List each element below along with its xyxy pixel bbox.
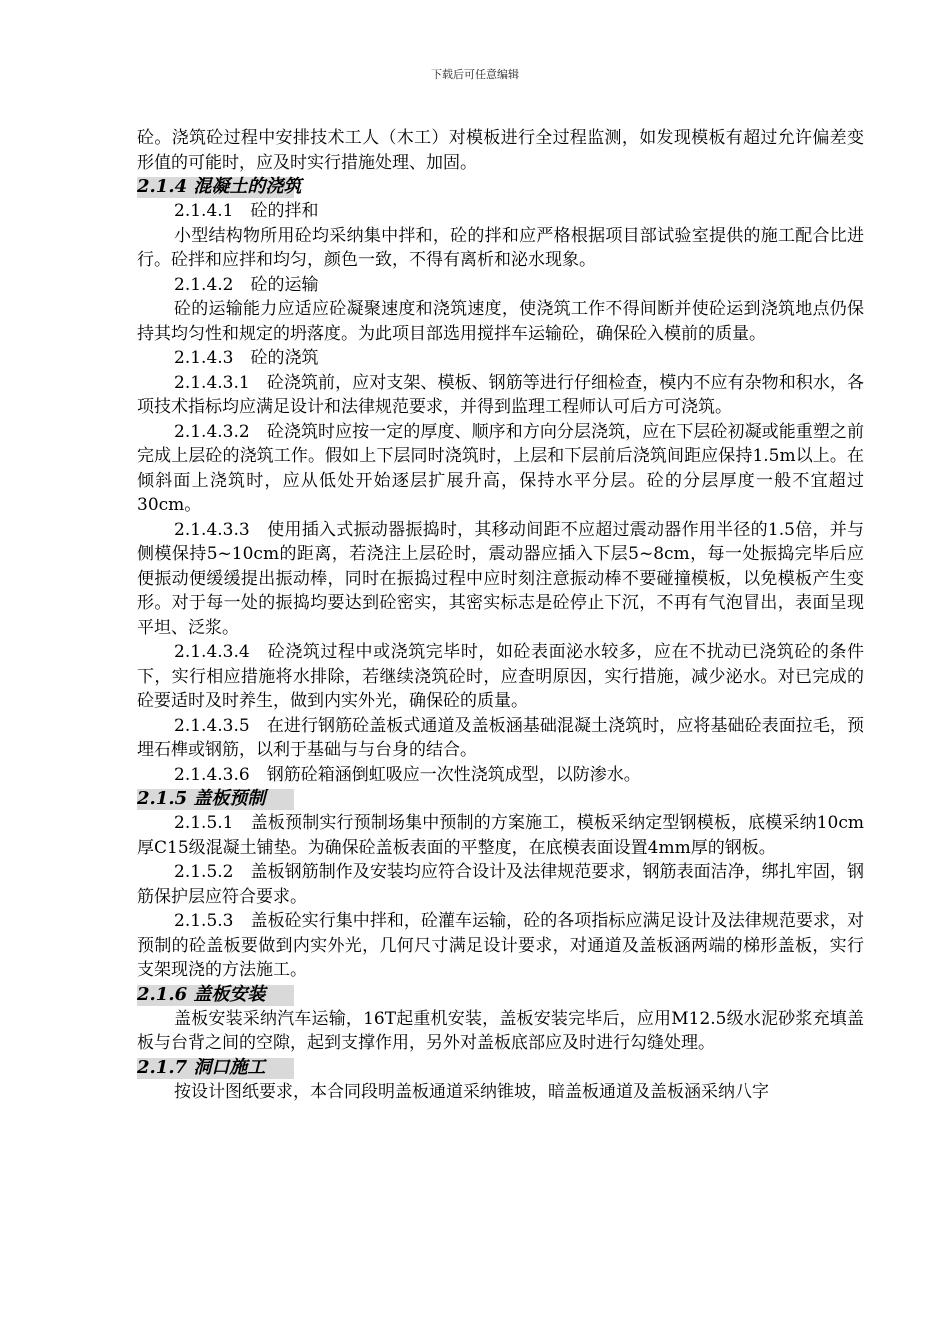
paragraph: 2.1.4.3.2 砼浇筑时应按一定的厚度、顺序和方向分层浇筑，应在下层砼初凝或能重塑之前完成上层砼的浇筑工作。假如上下层同时浇筑时，上层和下层前后浇筑间距应保持1.5m以上。在倾斜面上浇筑时，应从低处开始逐层扩展升高，保持水平分层。砼的分层厚度一般不宜超过30cm。 (137, 421, 864, 515)
paragraph: 2.1.4.3.1 砼浇筑前，应对支架、模板、钢筋等进行仔细检查，模内不应有杂物和积水，各项技术指标均应满足设计和法律规范要求，并得到监理工程师认可后方可浇筑。 (137, 372, 864, 417)
paragraph: 小型结构物所用砼均采纳集中拌和，砼的拌和应严格根据项目部试验室提供的施工配合比进行。砼拌和应拌和均匀，颜色一致，不得有离析和泌水现象。 (137, 225, 864, 270)
paragraph: 2.1.5.3 盖板砼实行集中拌和，砼灌车运输，砼的各项指标应满足设计及法律规范要求，对预制的砼盖板要做到内实外光，几何尺寸满足设计要求，对通道及盖板涵两端的梯形盖板，实行支架现浇的方法施工。 (137, 911, 864, 980)
paragraph: 砼。浇筑砼过程中安排技术工人（木工）对模板进行全过程监测，如发现模板有超过允许偏差变形值的可能时，应及时实行措施处理、加固。 (137, 128, 864, 173)
paragraph: 2.1.4.2 砼的运输 (174, 274, 319, 295)
section-heading-text: 2.1.5 盖板预制 (137, 788, 266, 809)
paragraph: 2.1.4.3.5 在进行钢筋砼盖板式通道及盖板涵基础混凝土浇筑时，应将基础砼表面拉毛，预埋石榫或钢筋，以利于基础与与台身的结合。 (137, 715, 864, 760)
page-header-note: 下载后可任意编辑 (431, 68, 519, 81)
section-heading-text: 2.1.4 混凝土的浇筑 (137, 176, 302, 197)
section-heading-text: 2.1.6 盖板安装 (137, 983, 266, 1005)
paragraph: 2.1.4.3 砼的浇筑 (174, 348, 319, 368)
section-heading (137, 175, 864, 199)
paragraph: 砼的运输能力应适应砼凝聚速度和浇筑速度，使浇筑工作不得间断并使砼运到浇筑地点仍保持其均匀性和规定的坍落度。为此项目部选用搅拌车运输砼，确保砼入模前的质量。 (137, 299, 864, 344)
paragraph: 盖板安装采纳汽车运输，16T起重机安装，盖板安装完毕后，应用M12.5级水泥砂浆充填盖板与台背之间的空隙，起到支撑作用，另外对盖板底部应及时进行勾缝处理。 (137, 1008, 864, 1053)
paragraph: 2.1.4.3.4 砼浇筑过程中或浇筑完毕时，如砼表面泌水较多，应在不扰动已浇筑砼的条件下，实行相应措施将水排除，若继续浇筑砼时，应查明原因，实行措施，减少泌水。对已完成的砼要适时及时养生，做到内实外光，确保砼的质量。 (137, 642, 864, 711)
paragraph: 2.1.5.1 盖板预制实行预制场集中预制的方案施工，模板采纳定型钢模板，底模采纳10cm厚C15级混凝土铺垫。为确保砼盖板表面的平整度，在底模表面设置4mm厚的钢板。 (137, 813, 864, 858)
section-heading-text: 2.1.7 洞口施工 (137, 1056, 266, 1078)
section-heading (137, 983, 864, 1007)
paragraph: 2.1.4.3.3 使用插入式振动器振捣时，其移动间距不应超过震动器作用半径的1.5倍，并与侧模保持5~10cm的距离，若浇注上层砼时，震动器应插入下层5~8cm，每一处振捣完毕后应便振动便缓缓提出振动棒，同时在振捣过程中应时刻注意振动棒不要碰撞模板，以免模板产生变形。对于每一处的振捣均要达到砼密实，其密实标志是砼停止下沉，不再有气泡冒出，表面呈现平坦、泛浆。 (137, 519, 864, 638)
document-body (137, 126, 864, 1104)
section-heading (137, 1056, 864, 1080)
paragraph: 2.1.4.3.6 钢筋砼箱涵倒虹吸应一次性浇筑成型，以防渗水。 (174, 764, 641, 785)
paragraph: 按设计图纸要求，本合同段明盖板通道采纳锥坡，暗盖板通道及盖板涵采纳八字 (174, 1081, 769, 1102)
paragraph: 2.1.4.1 砼的拌和 (174, 201, 319, 221)
paragraph: 2.1.5.2 盖板钢筋制作及安装均应符合设计及法律规范要求，钢筋表面洁净，绑扎牢固，钢筋保护层应符合要求。 (137, 862, 864, 907)
section-heading (137, 787, 864, 811)
